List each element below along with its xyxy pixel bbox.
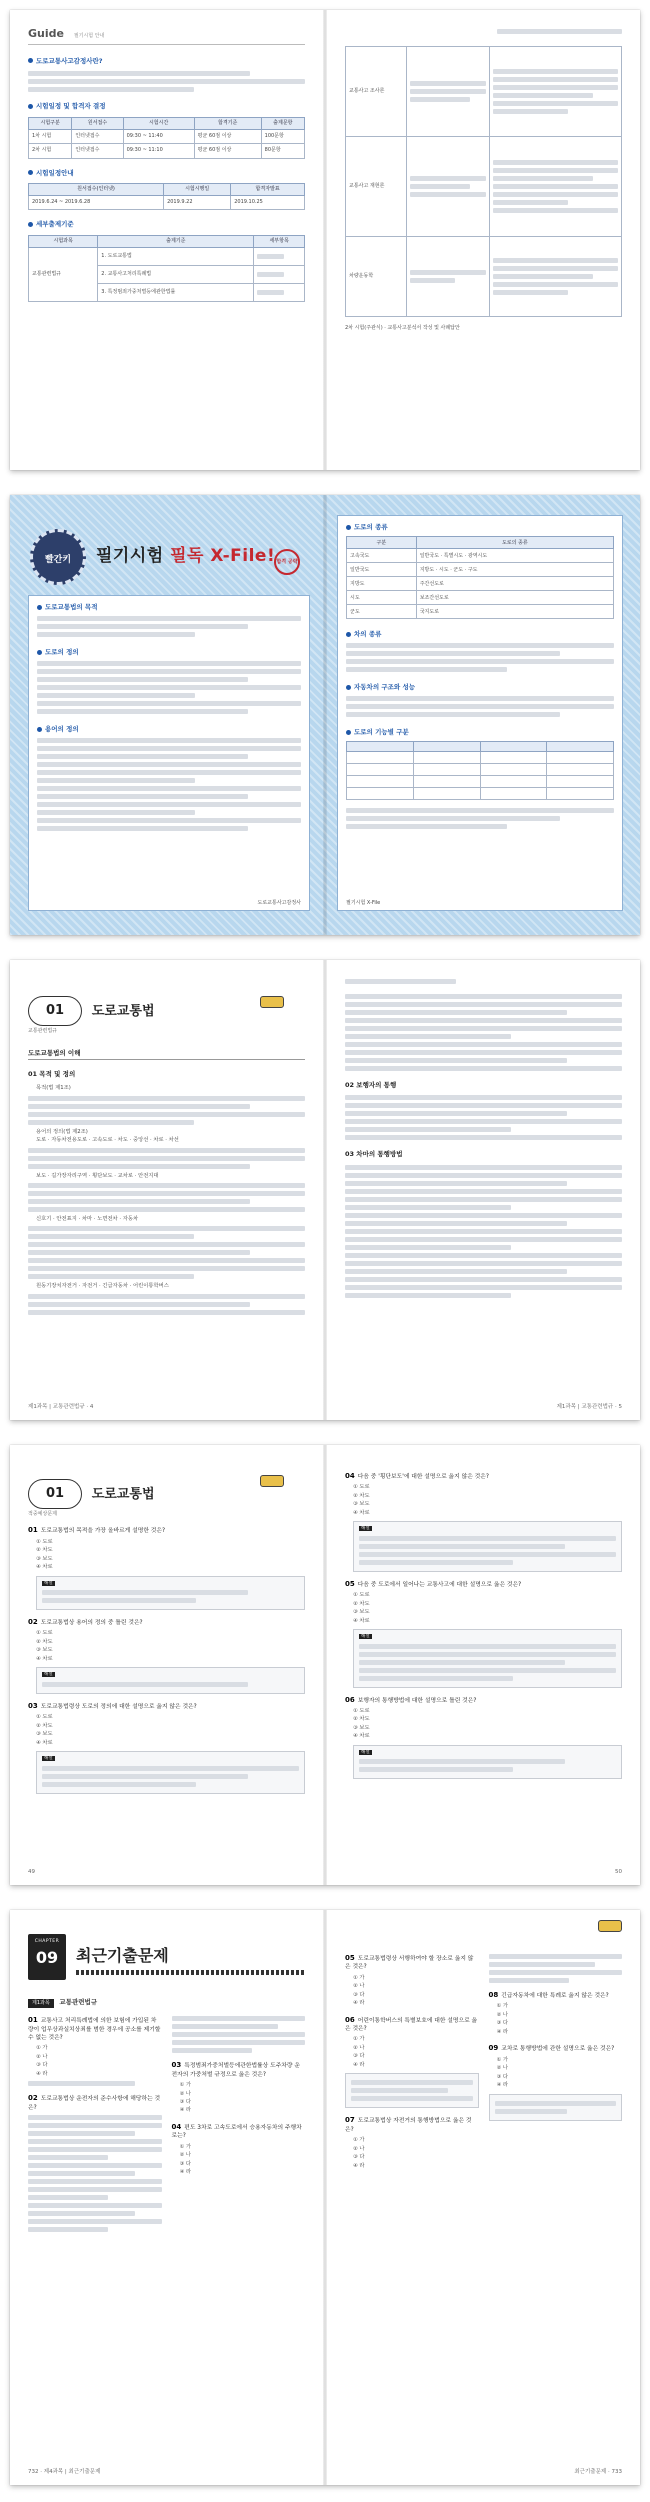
question: 06 보행자의 통행방법에 대한 설명으로 틀린 것은? <box>345 1695 477 1704</box>
question: 04 다음 중 '횡단보도'에 대한 설명으로 옳지 않은 것은? <box>345 1472 489 1480</box>
guide-right-page <box>327 10 640 470</box>
table-row: 군도 국지도로 <box>347 605 614 619</box>
guide-label: Guide <box>28 27 64 40</box>
list-item: 목적(법 제1조) <box>36 1085 71 1092</box>
xfile-title: 필기시험 필독 X-File! <box>96 546 276 566</box>
table-row: 고속국도 일반국도 · 특별시도 · 광역시도 <box>347 549 614 563</box>
table-header: 합격자발표 <box>231 183 305 195</box>
option[interactable]: ③ 다 <box>353 1991 365 1998</box>
explanation-box: 해설 <box>353 1521 622 1572</box>
text-line <box>28 79 305 84</box>
explanation-box: 해설 <box>353 1629 622 1688</box>
bullet-icon <box>28 58 33 63</box>
option[interactable]: ③ 보도 <box>353 1724 370 1731</box>
option[interactable]: ① 가 <box>179 2082 192 2089</box>
car-icon <box>260 1475 284 1487</box>
title-underline <box>76 1970 306 1975</box>
option[interactable]: ① 가 <box>353 1974 365 1981</box>
footer-note: 2차 시험(주관식) · 교통사고분석서 작성 및 사례답안 <box>345 325 460 331</box>
option[interactable]: ① 도로 <box>36 1538 53 1545</box>
page-number: 제1과목 | 교통관련법규 · 5 <box>556 1404 622 1411</box>
table-row: 1차 시험 인터넷접수 09:30 ~ 11:40 평균 60점 이상 100문항 <box>29 130 305 144</box>
option[interactable]: ③ 보도 <box>353 1501 370 1508</box>
question: 09 교차로 통행방법에 관한 설명으로 옳은 것은? <box>488 2044 615 2053</box>
option[interactable]: ② 나 <box>496 2065 509 2072</box>
plan-table <box>28 183 305 211</box>
option[interactable]: ① 가 <box>496 2056 509 2063</box>
option[interactable]: ③ 다 <box>496 2073 509 2080</box>
table-header: 원서접수(인터넷) <box>29 183 164 195</box>
chapter-number-badge: 01 <box>28 1479 82 1509</box>
option[interactable]: ③ 보도 <box>36 1647 53 1654</box>
page-number: 최근기출문제 · 733 <box>574 2469 622 2476</box>
table-row: 교통사고 재현론 <box>346 137 622 237</box>
heading: 02 보행자의 통행 <box>345 1081 397 1089</box>
section-title-plan: 시험일정안내 <box>28 169 305 178</box>
guide-sub: 필기시험 안내 <box>73 33 105 39</box>
right-heading: 도로의 기능별 구분 <box>346 727 614 736</box>
option[interactable]: ① 가 <box>36 2045 48 2052</box>
question: 02 도로교통법상 운전자의 준수사항에 해당하는 것은? <box>28 2094 161 2111</box>
right-heading: 자동차의 구조와 성능 <box>346 682 614 691</box>
page-number: 49 <box>28 1869 35 1876</box>
heading: 03 차마의 통행방법 <box>345 1150 403 1159</box>
option[interactable]: ④ 라 <box>179 2107 192 2114</box>
question: 07 도로교통법상 자전거의 통행방법으로 옳은 것은? <box>345 2116 472 2133</box>
page-number: 732 · 제4과목 | 최근기출문제 <box>28 2469 101 2476</box>
question-columns <box>345 1946 622 2170</box>
option[interactable]: ① 도로 <box>353 1707 370 1714</box>
table-row: 교통사고 조사론 <box>346 47 622 137</box>
bullet-icon <box>37 650 42 655</box>
table-row: 교통관련법규 1. 도로교통법 <box>29 248 305 266</box>
running-head <box>345 979 456 984</box>
table-row: 일반국도 지방도 · 시도 · 군도 · 구도 <box>347 563 614 577</box>
explanation-box <box>345 2073 479 2108</box>
bullet-icon <box>346 525 351 530</box>
option[interactable]: ④ 차로 <box>36 1564 53 1571</box>
chapter-tab: CHAPTER 09 <box>28 1934 66 1980</box>
chapter-title: 도로교통법 <box>91 1004 155 1020</box>
option[interactable]: ② 차도 <box>36 1547 53 1554</box>
option[interactable]: ③ 다 <box>353 2154 365 2161</box>
option[interactable]: ④ 라 <box>496 2082 509 2089</box>
chapter-number-badge: 01 <box>28 996 82 1026</box>
xfile-right-box <box>337 515 623 911</box>
option[interactable]: ① 도로 <box>353 1484 370 1491</box>
option[interactable]: ④ 라 <box>353 2162 365 2169</box>
table-header: 출제기준 <box>98 235 254 247</box>
option[interactable]: ④ 라 <box>179 2169 192 2176</box>
option[interactable]: ① 가 <box>496 2003 509 2010</box>
question: 05 도로교통법령상 서행하여야 할 장소로 옳지 않은 것은? <box>345 1954 474 1971</box>
exam-right-page <box>327 1910 640 2485</box>
table-row: 2. 교통사고처리특례법 <box>29 266 305 284</box>
right-heading: 도로의 종류 <box>346 522 614 531</box>
option[interactable]: ② 차도 <box>353 1600 370 1607</box>
text-line <box>28 71 250 76</box>
section-label: 도로교통법의 이해 <box>28 1049 305 1059</box>
chapter-title: 도로교통법 <box>91 1487 155 1503</box>
list-item: 보도 · 길가장자리구역 · 횡단보도 · 교차로 · 안전지대 <box>36 1172 159 1179</box>
table-row: 차량운동학 <box>346 237 622 317</box>
option[interactable]: ② 나 <box>36 2053 48 2060</box>
function-table <box>346 741 614 800</box>
question: 03 도로교통법령상 도로의 정의에 대한 설명으로 옳지 않은 것은? <box>28 1701 197 1710</box>
option[interactable]: ② 나 <box>353 2044 365 2051</box>
table-row: 3. 특정범죄가중처벌등에관한법률 <box>29 284 305 302</box>
option[interactable]: ④ 라 <box>353 2000 365 2007</box>
option[interactable]: ① 도로 <box>36 1630 53 1637</box>
car-icon <box>598 1920 622 1932</box>
left-heading: 도로의 정의 <box>37 647 301 656</box>
option[interactable]: ① 가 <box>353 2036 365 2043</box>
list-item: 신호기 · 안전표지 · 차마 · 노면전차 · 자동차 <box>36 1215 139 1222</box>
option[interactable]: ① 가 <box>353 2137 365 2144</box>
table-row: 시도 보조간선도로 <box>347 591 614 605</box>
running-head <box>497 29 622 34</box>
option[interactable]: ③ 다 <box>36 2062 48 2069</box>
table-header: 시험시간 <box>123 117 194 129</box>
option[interactable]: ② 나 <box>353 2145 365 2152</box>
question: 02 도로교통법상 용어의 정의 중 틀린 것은? <box>28 1618 143 1627</box>
question: 03 특정범죄가중처벌등에관한법률상 도주차량 운전자의 가중처벌 규정으로 옳은 것은? <box>171 2061 300 2078</box>
practice-left-page <box>10 1445 323 1885</box>
table-row: 2019.6.24 ~ 2019.6.28 2019.9.22 2019.10.25 <box>29 196 305 210</box>
table-header: 합격기준 <box>194 117 261 129</box>
page-footer: 필기시험 X-File <box>346 900 381 906</box>
question: 01 교통사고 처리특례법에 의한 보험에 가입된 차량이 업무상과실치상죄를 범한 경우에 공소를 제기할 수 없는 것은? <box>28 2016 161 2042</box>
table-header: 도로의 종류 <box>416 537 613 549</box>
bullet-icon <box>28 222 33 227</box>
option[interactable]: ① 가 <box>179 2143 192 2150</box>
question: 04 편도 3차로 고속도로에서 승용자동차의 주행차로는? <box>171 2122 302 2140</box>
table-row: 지방도 주간선도로 <box>347 577 614 591</box>
spread-chapter-theory <box>10 960 640 1420</box>
option[interactable]: ② 나 <box>353 1983 365 1990</box>
section-title-schedule: 시험일정 및 합격자 결정 <box>28 102 305 111</box>
car-icon <box>260 996 284 1008</box>
xfile-left-box <box>28 595 310 911</box>
question: 05 다음 중 도로에서 일어나는 교통사고에 대한 설명으로 옳은 것은? <box>345 1579 522 1588</box>
option[interactable]: ③ 보도 <box>36 1555 53 1562</box>
option[interactable]: ② 차도 <box>36 1638 53 1645</box>
section-title-criteria: 세부출제기준 <box>28 220 305 229</box>
option[interactable]: ④ 차로 <box>353 1733 370 1740</box>
spread-practice <box>10 1445 640 1885</box>
schedule-table <box>28 117 305 159</box>
option[interactable]: ④ 라 <box>496 2028 509 2035</box>
criteria-table <box>28 235 305 302</box>
bullet-icon <box>28 104 33 109</box>
explanation-box: 해설 <box>36 1751 305 1794</box>
table-header: 세부항목 <box>254 235 305 247</box>
heading: 01 목적 및 정의 <box>28 1069 76 1078</box>
question: 08 긴급자동차에 대한 특례로 옳지 않은 것은? <box>488 1991 609 1999</box>
chapter-subject: 교통관련법규 <box>28 1028 57 1034</box>
table-header: 구분 <box>347 537 417 549</box>
option[interactable]: ③ 보도 <box>36 1731 53 1738</box>
option[interactable]: ③ 보도 <box>353 1609 370 1616</box>
option[interactable]: ② 나 <box>179 2090 192 2097</box>
bullet-icon <box>28 170 33 175</box>
theory-right-page <box>327 960 640 1420</box>
chapter-tag: 적중예상문제 <box>28 1511 57 1517</box>
left-heading: 용어의 정의 <box>37 724 301 733</box>
option[interactable]: ④ 라 <box>36 2070 48 2077</box>
left-heading: 도로교통법의 목적 <box>37 602 301 611</box>
page-number: 50 <box>615 1869 622 1876</box>
table-header: 출제문항 <box>261 117 304 129</box>
table-row: 2차 시험 인터넷접수 09:30 ~ 11:10 평균 60점 이상 80문항 <box>29 144 305 158</box>
section-title-intro: 도로교통사고감정사란? <box>28 57 305 66</box>
page-number: 제1과목 | 교통관련법규 · 4 <box>28 1404 94 1411</box>
explanation-box <box>489 2094 623 2121</box>
list-item: 도로 · 자동차전용도로 · 고속도로 · 차도 · 중앙선 · 차로 · 차선 <box>36 1137 179 1144</box>
question: 01 도로교통법의 목적을 가장 올바르게 설명한 것은? <box>28 1526 166 1535</box>
option[interactable]: ② 차도 <box>353 1716 370 1723</box>
right-heading: 차의 종류 <box>346 629 614 638</box>
option[interactable]: ② 나 <box>496 2011 509 2018</box>
option[interactable]: ③ 다 <box>179 2160 192 2167</box>
guide-header <box>28 26 305 45</box>
table-header: 원서접수 <box>72 117 123 129</box>
subject-header: 제1과목 교통관련법규 <box>28 1998 305 2008</box>
option[interactable]: ② 나 <box>179 2152 192 2159</box>
guide-left-page <box>10 10 323 470</box>
option[interactable]: ① 도로 <box>353 1592 370 1599</box>
option[interactable]: ④ 차로 <box>353 1617 370 1624</box>
explanation-box: 해설 <box>36 1576 305 1611</box>
bullet-icon <box>346 632 351 637</box>
option[interactable]: ③ 다 <box>496 2020 509 2027</box>
option[interactable]: ③ 다 <box>179 2098 192 2105</box>
option[interactable]: ④ 차로 <box>36 1739 53 1746</box>
list-item: 원동기장치자전거 · 자전거 · 긴급자동차 · 어린이통학버스 <box>36 1283 169 1290</box>
chapter-title: 최근기출문제 <box>76 1946 169 1965</box>
subject-table <box>345 46 622 317</box>
exam-left-page <box>10 1910 323 2485</box>
book-gutter <box>323 495 327 935</box>
bullet-icon <box>346 685 351 690</box>
text-line <box>28 87 194 92</box>
explanation-box: 해설 <box>36 1667 305 1694</box>
spread-recent-exam <box>10 1910 640 2485</box>
road-table <box>346 536 614 619</box>
explanation-box: 해설 <box>353 1745 622 1780</box>
page-footer: 도로교통사고감정사 <box>257 900 301 906</box>
spread-xfile <box>10 495 640 935</box>
xfile-banner <box>20 529 310 585</box>
option[interactable]: ③ 다 <box>353 2053 365 2060</box>
list-item: 용어의 정의(법 제2조) <box>36 1128 88 1135</box>
red-key-badge: 빨간키 <box>30 529 86 585</box>
pass-stamp: 합격 공략 <box>274 549 300 575</box>
table-header: 시험시행일 <box>164 183 231 195</box>
table-header: 시험구분 <box>29 117 72 129</box>
table-header: 시험과목 <box>29 235 98 247</box>
question-columns <box>28 2008 305 2235</box>
question: 06 어린이통학버스의 특별보호에 대한 설명으로 옳은 것은? <box>345 2015 478 2033</box>
practice-right-page <box>327 1445 640 1885</box>
spread-guide <box>10 10 640 470</box>
bullet-icon <box>37 727 42 732</box>
option[interactable]: ④ 라 <box>353 2061 365 2068</box>
bullet-icon <box>346 730 351 735</box>
theory-left-page <box>10 960 323 1420</box>
option[interactable]: ④ 차로 <box>36 1655 53 1662</box>
bullet-icon <box>37 605 42 610</box>
option[interactable]: ④ 차로 <box>353 1509 370 1516</box>
option[interactable]: ② 차도 <box>36 1722 53 1729</box>
option[interactable]: ② 차도 <box>353 1492 370 1499</box>
option[interactable]: ① 도로 <box>36 1714 53 1721</box>
